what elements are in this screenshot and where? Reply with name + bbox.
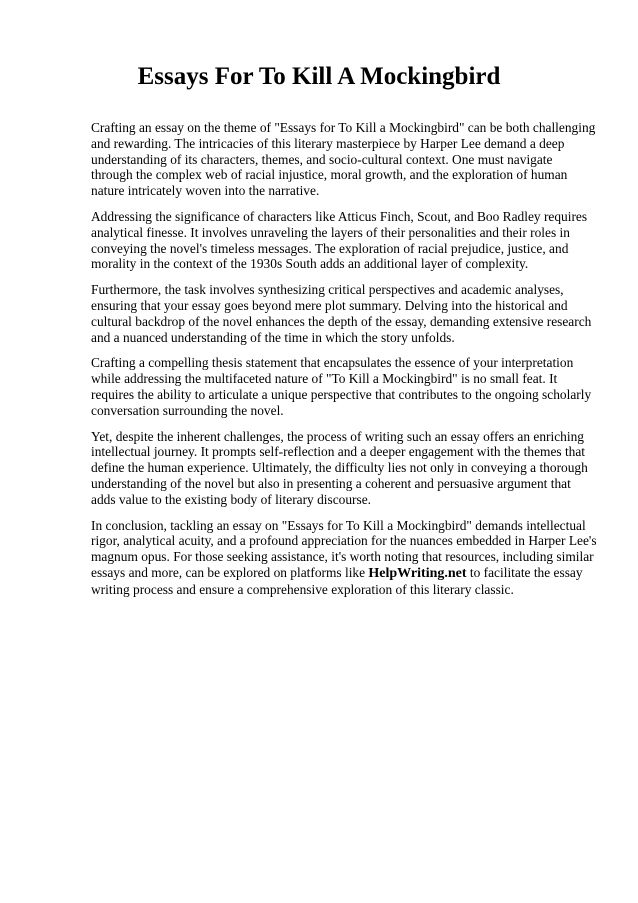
paragraph-6-text-after: to facilitate the essay writing process and ensure a comprehensive exploration of this literary classic. (91, 564, 583, 597)
essay-body (91, 120, 597, 608)
helpwriting-link[interactable]: HelpWriting.net (368, 565, 467, 581)
paragraph-4: Crafting a compelling thesis statement that encapsulates the essence of your interpretation while addressing the multifaceted nature of "To Kill a Mockingbird" is no small feat. It requires the ability to articulate a unique perspective that contributes to the ongoing scholarly conversation surrounding the novel. (91, 355, 592, 418)
paragraph-6 (91, 518, 597, 598)
paragraph-1: Crafting an essay on the theme of "Essays for To Kill a Mockingbird" can be both challenging and rewarding. The intricacies of this literary masterpiece by Harper Lee demand a deep understanding of its characters, themes, and socio-cultural context. One must navigate through the complex web of racial injustice, moral growth, and the exploration of human nature intricately woven into the narrative. (91, 120, 596, 199)
paragraph-3: Furthermore, the task involves synthesizing critical perspectives and academic analyses, ensuring that your essay goes beyond mere plot summary. Delving into the historical and cultural backdrop of the novel enhances the depth of the essay, demanding extensive research and a nuanced understanding of the time in which the story unfolds. (91, 282, 592, 345)
paragraph-6-text-before: In conclusion, tackling an essay on "Essays for To Kill a Mockingbird" demands intellectual rigor, analytical acuity, and a profound appreciation for the nuances embedded in Harper Lee's magnum opus. For those seeking assistance, it's worth noting that resources, including similar essays and more, can be explored on platforms like (91, 517, 597, 580)
paragraph-2: Addressing the significance of characters like Atticus Finch, Scout, and Boo Radley requires analytical finesse. It involves unraveling the layers of their personalities and their roles in conveying the novel's timeless messages. The exploration of racial prejudice, justice, and morality in the context of the 1930s South adds an additional layer of complexity. (91, 208, 588, 272)
paragraph-5: Yet, despite the inherent challenges, the process of writing such an essay offers an enriching intellectual journey. It prompts self-reflection and a deeper engagement with the themes that define the human experience. Ultimately, the difficulty lies not only in conveying a thorough understanding of the novel but also in presenting a coherent and persuasive argument that adds value to the existing body of literary discourse. (91, 428, 588, 507)
page-title: Essays For To Kill A Mockingbird (137, 63, 501, 90)
